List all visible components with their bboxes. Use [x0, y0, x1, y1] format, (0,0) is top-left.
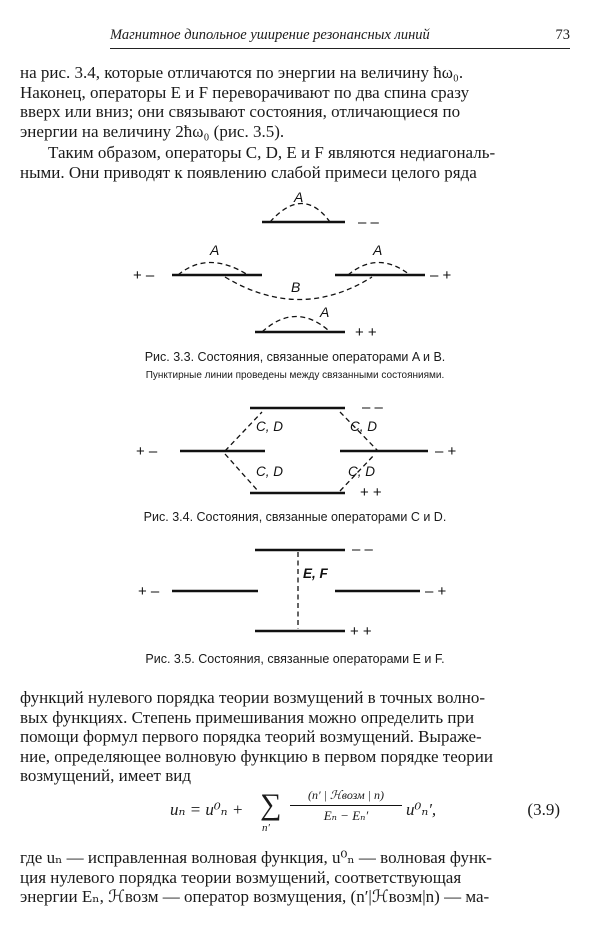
- formula-tail: u⁰ₙ′,: [406, 800, 437, 819]
- label-cd-upper-left: C, D: [256, 419, 283, 434]
- connection-a-left: [178, 263, 248, 276]
- label-a-top: A: [294, 189, 304, 205]
- connection-a-top: [270, 204, 330, 223]
- formula-sum-index: n′: [262, 822, 270, 834]
- paragraph-2: [20, 143, 570, 182]
- state-left: + –: [133, 267, 155, 284]
- formula-3-9: [170, 786, 590, 838]
- state-top: – –: [362, 399, 383, 416]
- text-line: функций нулевого порядка теории возмущений в точных волно-: [20, 688, 485, 707]
- formula-denominator: Eₙ − Eₙ′: [323, 808, 369, 823]
- text-line: на рис. 3.4, которые отличаются по энергии на величину ħω₀.: [20, 63, 464, 82]
- text-line: Таким образом, операторы C, D, E и F являются недиагональ-: [48, 143, 496, 162]
- state-bottom: + +: [360, 484, 382, 501]
- label-ef: E, F: [303, 566, 328, 581]
- text-line: где uₙ — исправленная волновая функция, u⁰ₙ — волновая функ-: [20, 848, 492, 867]
- text-line: ция нулевого порядка теории возмущений, соответствующая: [20, 867, 462, 887]
- running-header: [110, 27, 570, 44]
- label-cd-upper-right: C, D: [350, 419, 377, 434]
- paragraph-3: [20, 688, 570, 786]
- connection-a-bottom: [262, 316, 328, 332]
- state-right: – +: [435, 443, 457, 460]
- label-a-right: A: [373, 242, 383, 258]
- text-line: вых функциях. Степень примешивания можно определить при: [20, 707, 475, 727]
- state-left: + –: [136, 443, 158, 460]
- figure-3-4-caption: Рис. 3.4. Состояния, связанные операторами C и D.: [143, 510, 447, 524]
- text-line: энергии Eₙ, ℋвозм — оператор возмущения, (n′|ℋвозм|n) — ма-: [20, 887, 490, 906]
- text-line: возмущений, имеет вид: [20, 766, 191, 785]
- figure-3-3-subcaption: Пунктирные линии проведены между связанными состояниями.: [145, 370, 445, 381]
- figure-3-3-diagram: [0, 180, 600, 345]
- figure-3-4-diagram: [0, 396, 600, 506]
- page-number: 73: [555, 27, 570, 43]
- formula-sum: ∑: [260, 788, 282, 821]
- connection-a-right: [348, 263, 410, 276]
- label-b: B: [291, 279, 301, 295]
- label-a-bottom: A: [320, 304, 330, 320]
- paragraph-4: [20, 848, 570, 907]
- figure-3-5-caption: Рис. 3.5. Состояния, связанные операторами E и F.: [145, 652, 445, 666]
- formula-lhs: uₙ = u⁰ₙ +: [170, 800, 244, 819]
- state-right: – +: [425, 583, 447, 600]
- equation-number: (3.9): [527, 800, 560, 819]
- text-line: энергии на величину 2ħω₀ (рис. 3.5).: [20, 121, 285, 141]
- figure-3-5-diagram: [0, 538, 600, 643]
- state-right: – +: [430, 267, 452, 284]
- state-left: + –: [138, 583, 160, 600]
- state-bottom: + +: [350, 623, 372, 640]
- text-line: ние, определяющее волновую функцию в первом порядке теории: [20, 746, 493, 766]
- running-title: Магнитное дипольное уширение резонансных линий: [110, 27, 430, 43]
- header-rule: [110, 48, 570, 49]
- label-cd-lower-left: C, D: [256, 464, 283, 479]
- text-line: вверх или вниз; они связывают состояния, отличающиеся по: [20, 102, 461, 121]
- state-top: – –: [352, 541, 373, 558]
- formula-numerator: (n′ | ℋвозм | n): [290, 788, 402, 806]
- figure-3-3-caption: Рис. 3.3. Состояния, связанные операторами A и B.: [144, 350, 446, 364]
- text-line: ными. Они приводят к появлению слабой примеси целого ряда: [20, 162, 477, 182]
- label-a-left: A: [210, 242, 220, 258]
- text-line: помощи формул первого порядка теорий возмущений. Выраже-: [20, 727, 482, 746]
- state-bottom: + +: [355, 324, 377, 341]
- connection-lower-left: [225, 454, 258, 491]
- state-top: – –: [358, 214, 379, 231]
- paragraph-1: [20, 63, 570, 141]
- text-line: Наконец, операторы E и F переворачивают по два спина сразу: [20, 82, 470, 102]
- label-cd-lower-right: C, D: [348, 464, 375, 479]
